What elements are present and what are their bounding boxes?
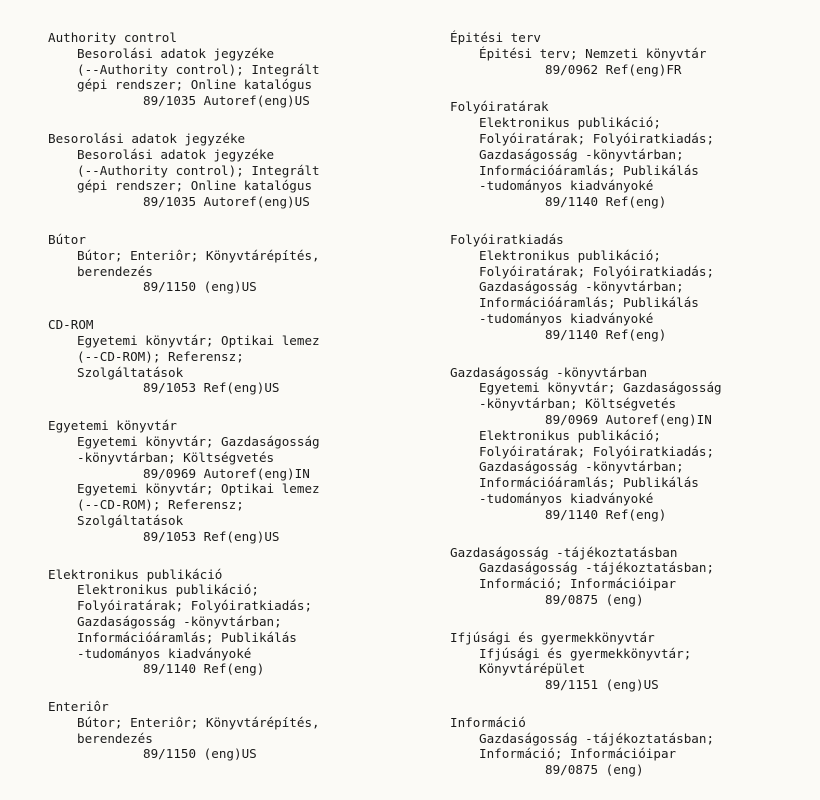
entry-reference: [450, 428, 812, 523]
entry-reference: [48, 333, 408, 396]
reference-code: 89/1150 (eng)US: [143, 746, 257, 762]
reference-line: Folyóiratárak; Folyóiratkiadás;: [479, 263, 715, 279]
index-entry: [450, 715, 812, 778]
reference-code: 89/1140 Ref(eng): [545, 506, 667, 522]
entry-heading: Enteriôr: [48, 699, 109, 715]
entry-heading: Épitési terv: [450, 30, 541, 45]
reference-line: -tudományos kiadványoké: [479, 490, 654, 506]
reference-line: Gazdaságosság -tájékoztatásban;: [479, 730, 715, 746]
reference-line: Szolgáltatások: [77, 512, 184, 528]
reference-code: 89/1053 Ref(eng)US: [143, 528, 280, 544]
reference-code: 89/1140 Ref(eng): [545, 194, 667, 210]
reference-line: -tudományos kiadványoké: [479, 178, 654, 194]
reference-line: Könyvtárépület: [479, 661, 586, 677]
reference-line: Szolgáltatások: [77, 364, 184, 380]
entry-heading: Egyetemi könyvtár: [48, 418, 177, 434]
reference-line: Folyóiratárak; Folyóiratkiadás;: [479, 443, 715, 459]
entry-heading: CD-ROM: [48, 317, 94, 333]
reference-line: Információáramlás; Publikálás: [479, 475, 699, 491]
index-entry: [48, 232, 408, 295]
index-entry: [450, 99, 812, 210]
reference-line: Bútor; Enteriôr; Könyvtárépítés,: [77, 714, 320, 730]
reference-line: Információáramlás; Publikálás: [77, 629, 297, 645]
reference-code: 89/1150 (eng)US: [143, 279, 257, 295]
reference-code: 89/0969 Autoref(eng)IN: [143, 465, 310, 481]
index-entry: [450, 232, 812, 343]
reference-line: berendezés: [77, 730, 153, 746]
reference-line: Egyetemi könyvtár; Optikai lemez: [77, 332, 320, 348]
entry-heading: Információ: [450, 714, 526, 730]
entry-reference: [450, 115, 812, 210]
reference-code: 89/0969 Autoref(eng)IN: [545, 411, 712, 427]
entry-heading: Elektronikus publikáció: [48, 566, 223, 582]
reference-line: Gazdaságosság -könyvtárban;: [479, 459, 684, 475]
reference-line: -tudományos kiadványoké: [479, 310, 654, 326]
reference-line: Besorolási adatok jegyzéke: [77, 146, 275, 162]
reference-line: Egyetemi könyvtár; Optikai lemez: [77, 481, 320, 497]
entry-reference: [48, 582, 408, 677]
reference-line: Bútor; Enteriôr; Könyvtárépítés,: [77, 247, 320, 263]
entry-heading: Authority control: [48, 30, 177, 45]
reference-code: 89/1035 Autoref(eng)US: [143, 194, 310, 210]
reference-line: Besorolási adatok jegyzéke: [77, 45, 275, 61]
reference-line: Épitési terv; Nemzeti könyvtár: [479, 45, 707, 61]
entry-heading: Bútor: [48, 231, 86, 247]
index-entry: [48, 418, 408, 544]
reference-line: gépi rendszer; Online katalógus: [77, 178, 313, 194]
reference-line: Elektronikus publikáció;: [479, 427, 661, 443]
reference-line: Információ; Információipar: [479, 746, 677, 762]
entry-reference: [48, 481, 408, 544]
reference-line: (--Authority control); Integrált: [77, 61, 320, 77]
entry-reference: [450, 731, 812, 778]
reference-line: Elektronikus publikáció;: [479, 247, 661, 263]
index-entry: [450, 545, 812, 608]
reference-line: Gazdaságosság -könyvtárban;: [479, 146, 684, 162]
index-entry: [48, 317, 408, 396]
reference-line: Elektronikus publikáció;: [479, 115, 661, 131]
reference-line: -könyvtárban; Költségvetés: [77, 449, 275, 465]
index-column-left: [48, 30, 408, 784]
reference-code: 89/1053 Ref(eng)US: [143, 380, 280, 396]
index-entry: [450, 365, 812, 523]
reference-line: Gazdaságosság -könyvtárban;: [77, 613, 282, 629]
index-entry: [450, 30, 812, 77]
entry-reference: [48, 434, 408, 481]
entry-reference: [48, 248, 408, 295]
reference-line: Folyóiratárak; Folyóiratkiadás;: [479, 130, 715, 146]
reference-code: 89/1035 Autoref(eng)US: [143, 93, 310, 109]
entry-reference: [450, 560, 812, 607]
reference-code: 89/1151 (eng)US: [545, 677, 659, 693]
reference-line: (--Authority control); Integrált: [77, 162, 320, 178]
reference-code: 89/0875 (eng): [545, 762, 644, 778]
entry-heading: Gazdaságosság -tájékoztatásban: [450, 544, 678, 560]
index-entry: [48, 30, 408, 109]
reference-line: gépi rendszer; Online katalógus: [77, 77, 313, 93]
entry-reference: [48, 147, 408, 210]
reference-line: -tudományos kiadványoké: [77, 645, 252, 661]
reference-line: Gazdaságosság -tájékoztatásban;: [479, 560, 715, 576]
entry-heading: Gazdaságosság -könyvtárban: [450, 364, 648, 380]
reference-line: Egyetemi könyvtár; Gazdaságosság: [77, 433, 320, 449]
entry-heading: Besorolási adatok jegyzéke: [48, 130, 246, 146]
reference-line: -könyvtárban; Költségvetés: [479, 396, 677, 412]
index-entry: [48, 567, 408, 678]
reference-line: Információáramlás; Publikálás: [479, 295, 699, 311]
reference-code: 89/0875 (eng): [545, 591, 644, 607]
reference-line: (--CD-ROM); Referensz;: [77, 348, 244, 364]
index-entry: [48, 699, 408, 762]
index-column-right: [450, 30, 812, 800]
reference-code: 89/1140 Ref(eng): [143, 661, 265, 677]
reference-line: Egyetemi könyvtár; Gazdaságosság: [479, 380, 722, 396]
entry-heading: Folyóiratárak: [450, 99, 549, 115]
reference-line: Elektronikus publikáció;: [77, 582, 259, 598]
entry-heading: Ifjúsági és gyermekkönyvtár: [450, 629, 655, 645]
entry-heading: Folyóiratkiadás: [450, 231, 564, 247]
entry-reference: [450, 646, 812, 693]
reference-line: Információ; Információipar: [479, 576, 677, 592]
entry-reference: [450, 380, 812, 427]
reference-line: berendezés: [77, 263, 153, 279]
reference-line: Ifjúsági és gyermekkönyvtár;: [479, 645, 692, 661]
reference-code: 89/0962 Ref(eng)FR: [545, 61, 682, 77]
reference-code: 89/1140 Ref(eng): [545, 326, 667, 342]
index-entry: [48, 131, 408, 210]
reference-line: Gazdaságosság -könyvtárban;: [479, 279, 684, 295]
reference-line: Információáramlás; Publikálás: [479, 162, 699, 178]
reference-line: Folyóiratárak; Folyóiratkiadás;: [77, 598, 313, 614]
index-entry: [450, 630, 812, 693]
entry-reference: [450, 248, 812, 343]
entry-reference: [48, 715, 408, 762]
reference-line: (--CD-ROM); Referensz;: [77, 497, 244, 513]
entry-reference: [450, 46, 812, 78]
entry-reference: [48, 46, 408, 109]
